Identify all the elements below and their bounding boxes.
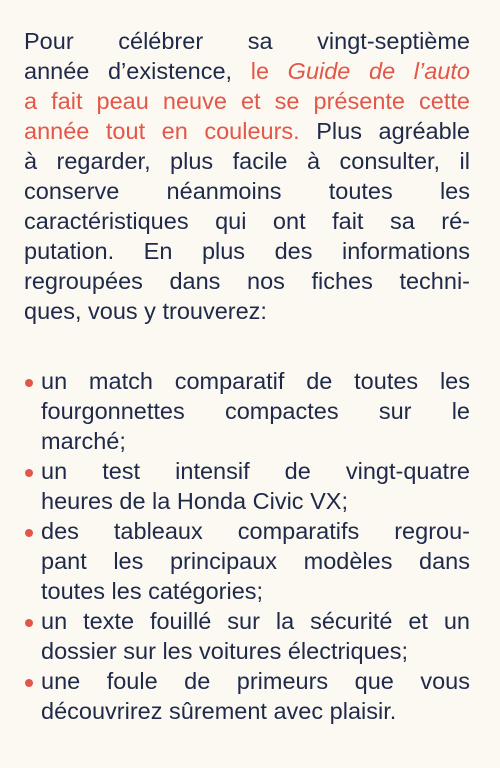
intro-line-1: Pour célébrer sa vingt-septième [24,28,470,54]
list-item-line: des tableaux comparatifs regrou- [41,518,470,544]
feature-list [24,366,470,726]
list-item-line: dossier sur les voitures électriques; [41,638,409,664]
guide-title: Guide de l’auto [287,58,470,84]
bullet-icon [25,529,33,537]
bullet-icon [25,619,33,627]
highlight-text: le [250,58,288,84]
list-item-line: pant les principaux modèles dans [41,548,470,574]
list-item-line: un test intensif de vingt-quatre [41,458,470,484]
intro-paragraph [24,26,470,326]
bullet-icon [25,379,33,387]
intro-line-3: a fait peau neuve et se présente cette [24,88,470,114]
intro-line-2-text: année d’existence, [24,58,251,84]
bullet-icon [25,679,33,687]
list-item-line: un match comparatif de toutes les [41,368,470,394]
list-item [24,516,470,606]
intro-line-4-text: Plus agréable [299,118,470,144]
intro-line-5: à regarder, plus facile à consulter, il [24,148,470,174]
list-item-line: découvrirez sûrement avec plaisir. [41,698,397,724]
list-item-line: toutes les catégories; [41,578,264,604]
intro-line-4 [24,116,470,146]
list-item-line: fourgonnettes compactes sur le [41,398,470,424]
list-item [24,366,470,456]
list-item-line: un texte fouillé sur la sécurité et un [41,608,470,634]
intro-line-7: caractéristiques qui ont fait sa ré- [24,208,470,234]
intro-line-8: putation. En plus des informations [24,238,470,264]
list-item-line: heures de la Honda Civic VX; [41,488,348,514]
list-item [24,606,470,666]
intro-line-9: regroupées dans nos fiches techni- [24,268,470,294]
intro-line-2 [24,56,470,86]
list-item [24,666,470,726]
bullet-icon [25,469,33,477]
highlight-text-end: année tout en couleurs. [24,118,300,144]
list-item-line: une foule de primeurs que vous [41,668,470,694]
intro-line-10: ques, vous y trouverez: [24,298,267,324]
list-item [24,456,470,516]
intro-line-6: conserve néanmoins toutes les [24,178,470,204]
list-item-line: marché; [41,428,126,454]
